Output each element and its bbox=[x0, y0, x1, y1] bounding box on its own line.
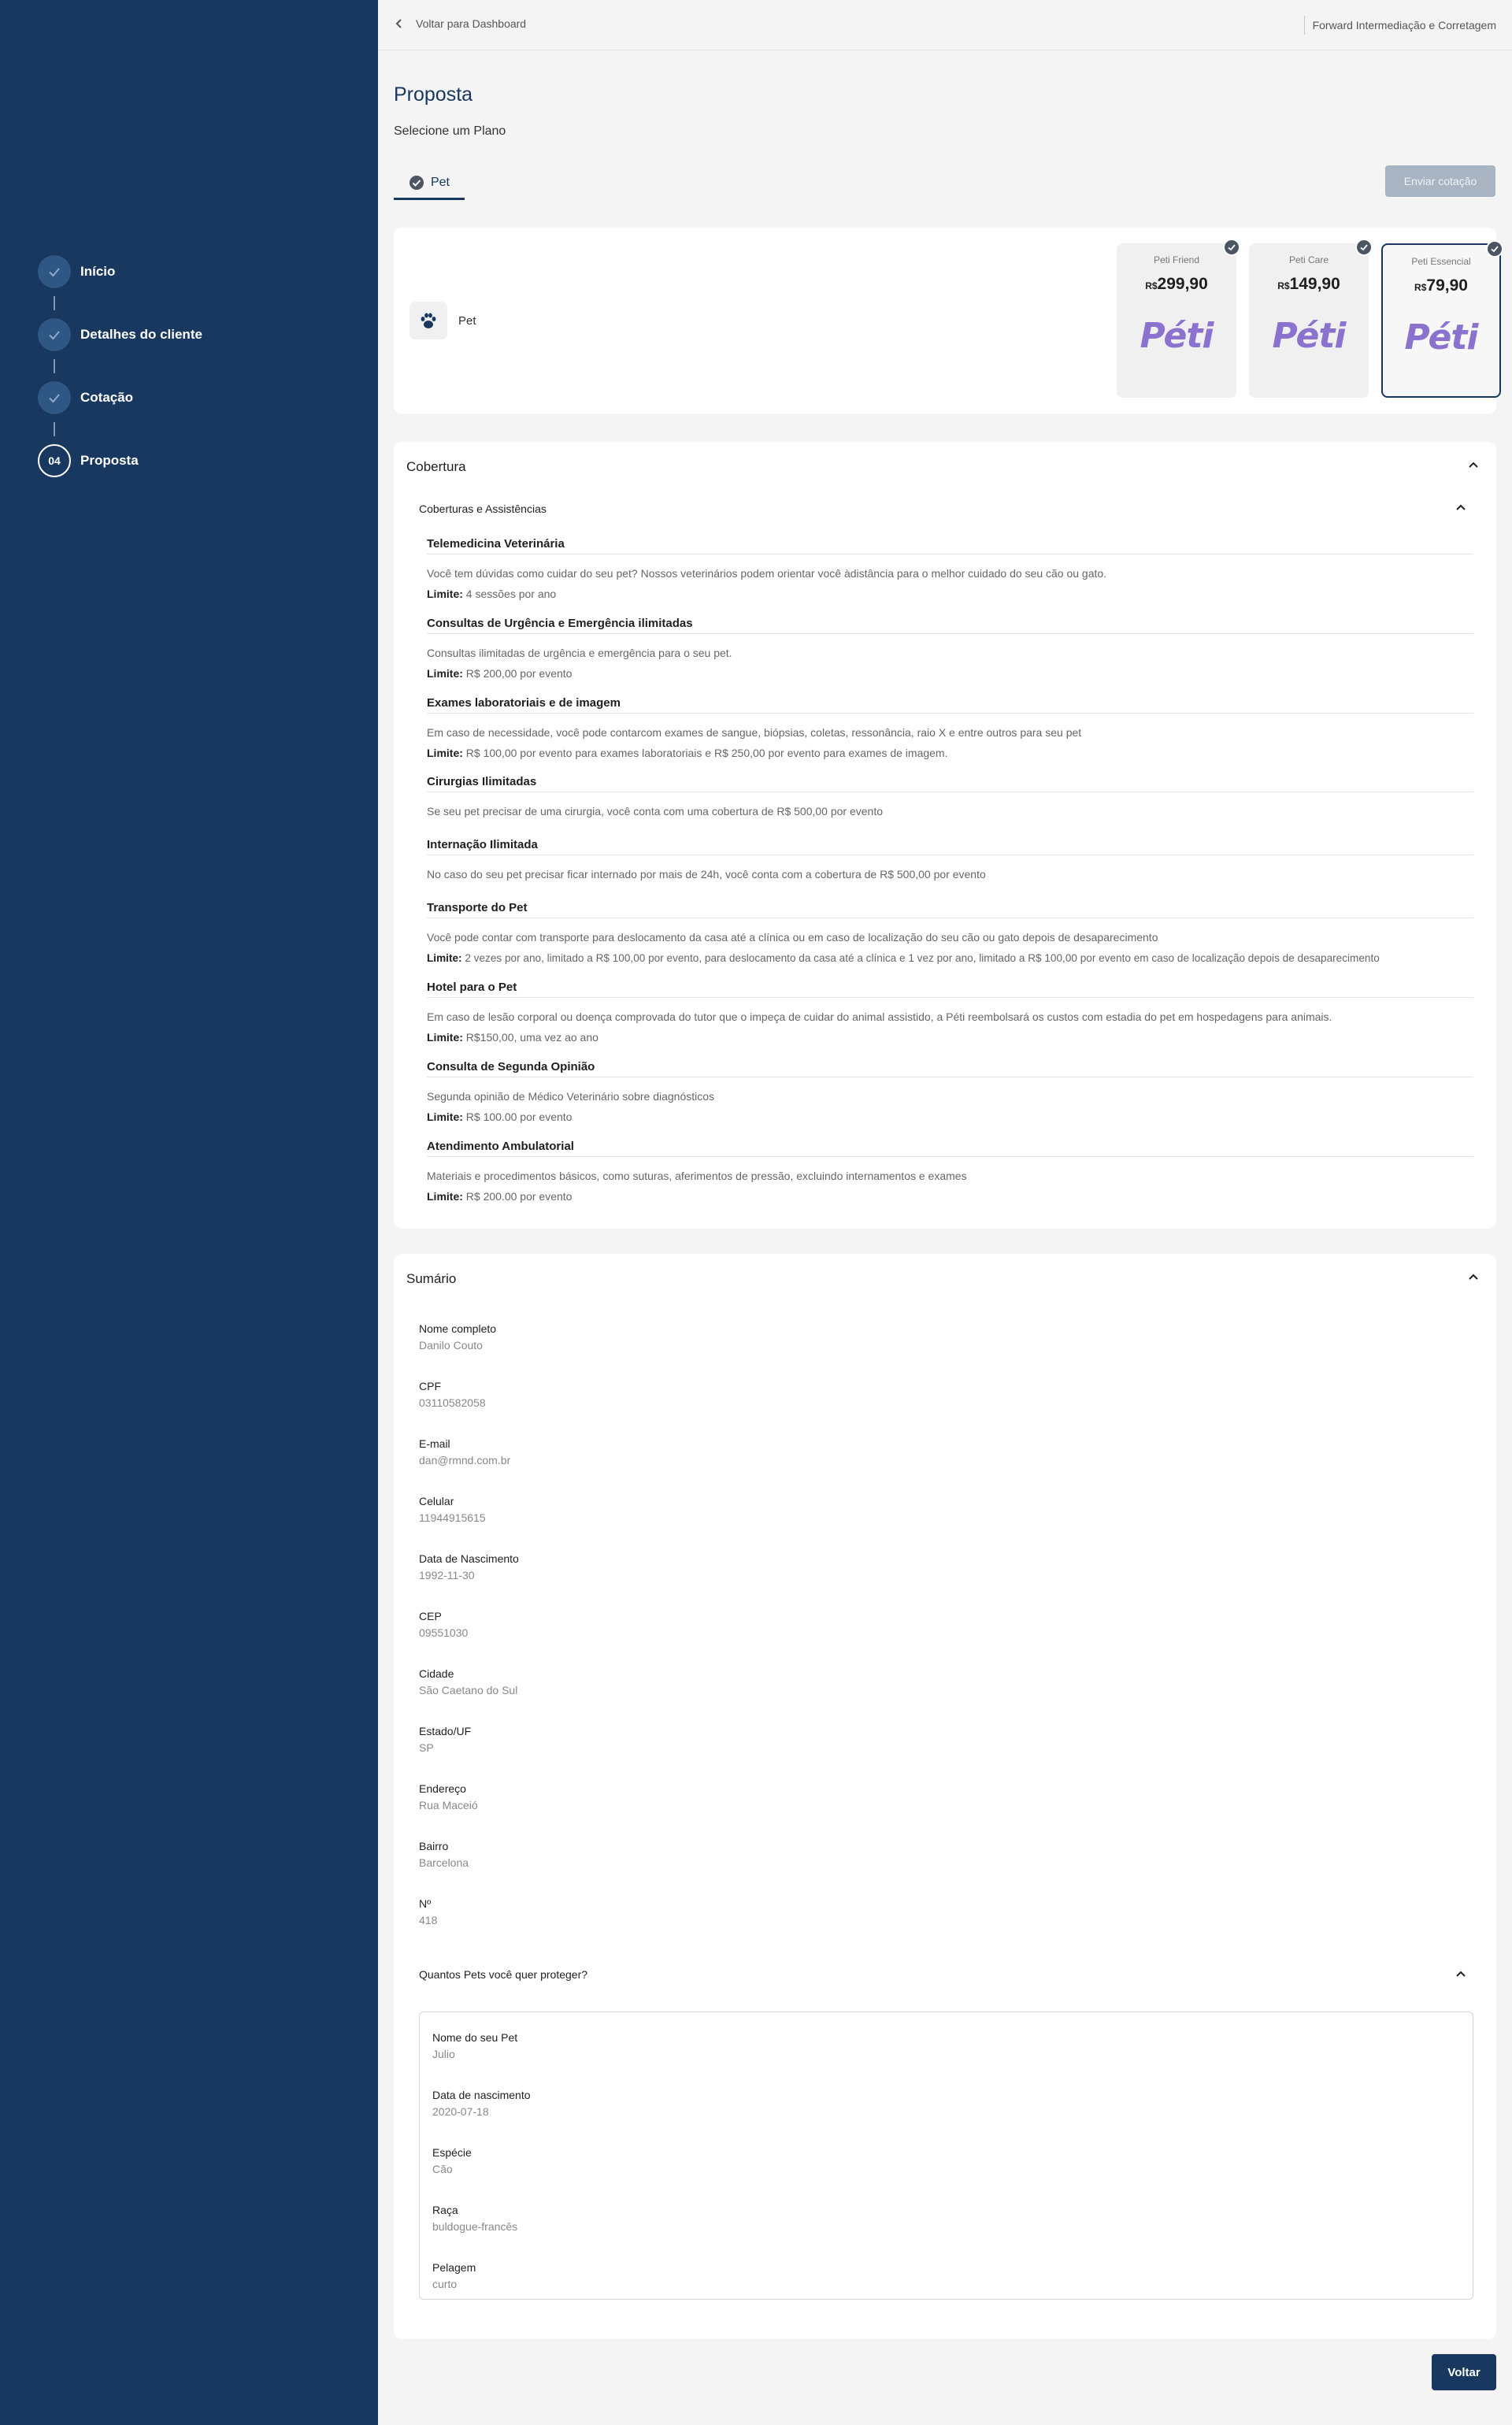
summary-field-email: E-mail dan@rmnd.com.br bbox=[419, 1437, 511, 1466]
topbar bbox=[378, 0, 1512, 50]
coverage-subtitle: Coberturas e Assistências bbox=[419, 502, 547, 515]
plan-name: Peti Essencial bbox=[1411, 256, 1471, 267]
summary-field-cep: CEP 09551030 bbox=[419, 1610, 469, 1639]
coverage-item-description: Consultas ilimitadas de urgência e emergência para o seu pet. bbox=[427, 647, 732, 659]
coverage-item bbox=[427, 536, 1473, 616]
tab-label: Pet bbox=[430, 175, 450, 189]
summary-field-cpf: CPF 03110582058 bbox=[419, 1380, 486, 1409]
coverage-item-limit: Limite: 2 vezes por ano, limitado a R$ 100,00 por evento, para deslocamento da casa até a clínica e 1 vez por ano, limitado a R$ 100,00 por evento em caso de localização depois de desaparecimento bbox=[427, 952, 1380, 964]
pet-details-box bbox=[419, 2012, 1473, 2300]
coverage-item-description: Você tem dúvidas como cuidar do seu pet? Nossos veterinários podem orientar você àdistância para o melhor cuidado do seu cão ou gato. bbox=[427, 567, 1107, 580]
plan-name: Peti Care bbox=[1288, 254, 1329, 265]
chevron-up-icon[interactable] bbox=[1455, 1970, 1466, 1978]
pets-section-title: Quantos Pets você quer proteger? bbox=[419, 1968, 588, 1981]
coverage-item bbox=[427, 616, 1473, 695]
summary-field-nascimento: Data de Nascimento 1992-11-30 bbox=[419, 1552, 519, 1581]
main-content bbox=[378, 0, 1512, 2425]
pet-field-especie: Espécie Cão bbox=[432, 2146, 472, 2175]
coverage-item-title: Atendimento Ambulatorial bbox=[427, 1139, 1473, 1157]
check-icon bbox=[1223, 239, 1240, 256]
summary-field-bairro: Bairro Barcelona bbox=[419, 1840, 469, 1869]
pet-field-nascimento: Data de nascimento 2020-07-18 bbox=[432, 2089, 531, 2118]
step-connector bbox=[54, 359, 55, 373]
step-inicio[interactable] bbox=[38, 255, 202, 318]
plan-peti-friend[interactable] bbox=[1117, 243, 1236, 398]
coverage-item-title: Consulta de Segunda Opinião bbox=[427, 1059, 1473, 1077]
summary-field-cidade: Cidade São Caetano do Sul bbox=[419, 1667, 518, 1696]
coverage-item-limit: Limite: R$ 200,00 por evento bbox=[427, 667, 573, 680]
coverage-item-title: Telemedicina Veterinária bbox=[427, 536, 1473, 554]
check-icon bbox=[1486, 240, 1503, 258]
summary-card bbox=[394, 1254, 1496, 2339]
coverage-item-description: Materiais e procedimentos básicos, como suturas, aferimentos de pressão, excluindo internamentos e exames bbox=[427, 1170, 967, 1182]
summary-field-estado: Estado/UF SP bbox=[419, 1725, 472, 1754]
coverage-item bbox=[427, 774, 1473, 837]
coverage-item-description: Segunda opinião de Médico Veterinário sobre diagnósticos bbox=[427, 1090, 715, 1103]
chevron-up-icon[interactable] bbox=[1455, 503, 1466, 511]
plan-price: R$149,90 bbox=[1277, 275, 1340, 293]
plan-price: R$299,90 bbox=[1145, 275, 1208, 293]
step-label: Proposta bbox=[80, 453, 139, 468]
pet-field-pelagem: Pelagem curto bbox=[432, 2261, 476, 2290]
coverage-item-title: Hotel para o Pet bbox=[427, 980, 1473, 998]
chevron-left-icon bbox=[395, 18, 403, 29]
coverage-title: Cobertura bbox=[406, 459, 466, 474]
summary-field-celular: Celular 11944915615 bbox=[419, 1495, 486, 1524]
sidebar bbox=[0, 0, 378, 2425]
back-to-dashboard-link[interactable] bbox=[395, 17, 526, 30]
coverage-item-title: Exames laboratoriais e de imagem bbox=[427, 695, 1473, 714]
coverage-item bbox=[427, 1139, 1473, 1202]
chevron-up-icon[interactable] bbox=[1468, 1273, 1479, 1281]
coverage-item-description: Em caso de necessidade, você pode contarcom exames de sangue, biópsias, coletas, ressonância, raio X e entre outros para seu pet bbox=[427, 726, 1082, 739]
tab-pet[interactable] bbox=[394, 167, 465, 200]
coverage-item bbox=[427, 980, 1473, 1059]
coverage-item bbox=[427, 900, 1473, 980]
product-pet bbox=[410, 302, 476, 339]
plan-peti-care[interactable] bbox=[1249, 243, 1369, 398]
check-icon bbox=[38, 318, 71, 351]
summary-field-nome: Nome completo Danilo Couto bbox=[419, 1322, 497, 1352]
send-quote-button[interactable]: Enviar cotação bbox=[1385, 165, 1495, 197]
plan-peti-essencial[interactable] bbox=[1381, 243, 1501, 398]
back-label: Voltar para Dashboard bbox=[416, 17, 527, 30]
step-number: 04 bbox=[38, 444, 71, 477]
coverage-item-limit: Limite: R$ 200.00 por evento bbox=[427, 1190, 573, 1203]
coverage-item-description: Se seu pet precisar de uma cirurgia, você conta com uma cobertura de R$ 500,00 por evento bbox=[427, 805, 883, 818]
coverage-item-description: Em caso de lesão corporal ou doença comprovada do tutor que o impeça de cuidar do animal assistido, a Péti reembolsará os custos com estadia do pet em hospedagens para animais. bbox=[427, 1010, 1332, 1023]
coverage-list bbox=[427, 536, 1473, 1202]
step-connector bbox=[54, 296, 55, 310]
step-label: Detalhes do cliente bbox=[80, 327, 202, 342]
product-label: Pet bbox=[458, 313, 476, 328]
step-proposta[interactable] bbox=[38, 444, 202, 507]
summary-title: Sumário bbox=[406, 1271, 457, 1286]
coverage-item-description: Você pode contar com transporte para deslocamento da casa até a clínica ou em caso de localização do seu cão ou gato depois de desaparecimento bbox=[427, 931, 1158, 944]
plan-name: Peti Friend bbox=[1153, 254, 1200, 265]
coverage-item-limit: Limite: R$150,00, uma vez ao ano bbox=[427, 1031, 598, 1044]
plan-selection-card bbox=[394, 228, 1496, 413]
plan-price: R$79,90 bbox=[1414, 276, 1468, 295]
step-cotacao[interactable] bbox=[38, 381, 202, 444]
coverage-item-title: Cirurgias Ilimitadas bbox=[427, 774, 1473, 792]
coverage-item bbox=[427, 837, 1473, 900]
step-connector bbox=[54, 422, 55, 436]
coverage-card bbox=[394, 442, 1496, 1229]
coverage-item-title: Consultas de Urgência e Emergência ilimitadas bbox=[427, 616, 1473, 634]
check-icon bbox=[38, 381, 71, 414]
company-name: Forward Intermediação e Corretagem bbox=[1304, 16, 1496, 35]
page-subtitle: Selecione um Plano bbox=[394, 124, 506, 138]
summary-field-numero: Nº 418 bbox=[419, 1897, 438, 1926]
peti-logo: Péti bbox=[1140, 316, 1214, 356]
step-label: Cotação bbox=[80, 390, 134, 405]
check-circle-icon bbox=[409, 175, 424, 191]
coverage-item-limit: Limite: R$ 100.00 por evento bbox=[427, 1111, 573, 1123]
peti-logo: Péti bbox=[1404, 317, 1478, 358]
pet-field-nome: Nome do seu Pet Julio bbox=[432, 2031, 518, 2060]
stepper bbox=[38, 255, 202, 507]
check-icon bbox=[38, 255, 71, 288]
coverage-item-limit: Limite: 4 sessões por ano bbox=[427, 588, 557, 600]
peti-logo: Péti bbox=[1272, 316, 1346, 356]
step-label: Início bbox=[80, 264, 116, 279]
chevron-up-icon[interactable] bbox=[1468, 461, 1479, 469]
coverage-item-limit: Limite: R$ 100,00 por evento para exames laboratoriais e R$ 250,00 por evento para exames de imagem. bbox=[427, 747, 948, 759]
check-icon bbox=[1355, 239, 1373, 256]
page-title: Proposta bbox=[394, 83, 473, 106]
summary-field-endereco: Endereço Rua Maceió bbox=[419, 1782, 478, 1811]
coverage-item-title: Internação Ilimitada bbox=[427, 837, 1473, 855]
step-detalhes[interactable] bbox=[38, 318, 202, 381]
pet-field-raca: Raça buldogue-francês bbox=[432, 2204, 518, 2233]
coverage-item bbox=[427, 1059, 1473, 1139]
coverage-item bbox=[427, 695, 1473, 774]
back-button[interactable]: Voltar bbox=[1432, 2354, 1496, 2390]
coverage-item-description: No caso do seu pet precisar ficar internado por mais de 24h, você conta com a cobertura de R$ 500,00 por evento bbox=[427, 868, 986, 881]
coverage-item-title: Transporte do Pet bbox=[427, 900, 1473, 918]
paw-icon bbox=[410, 302, 447, 339]
